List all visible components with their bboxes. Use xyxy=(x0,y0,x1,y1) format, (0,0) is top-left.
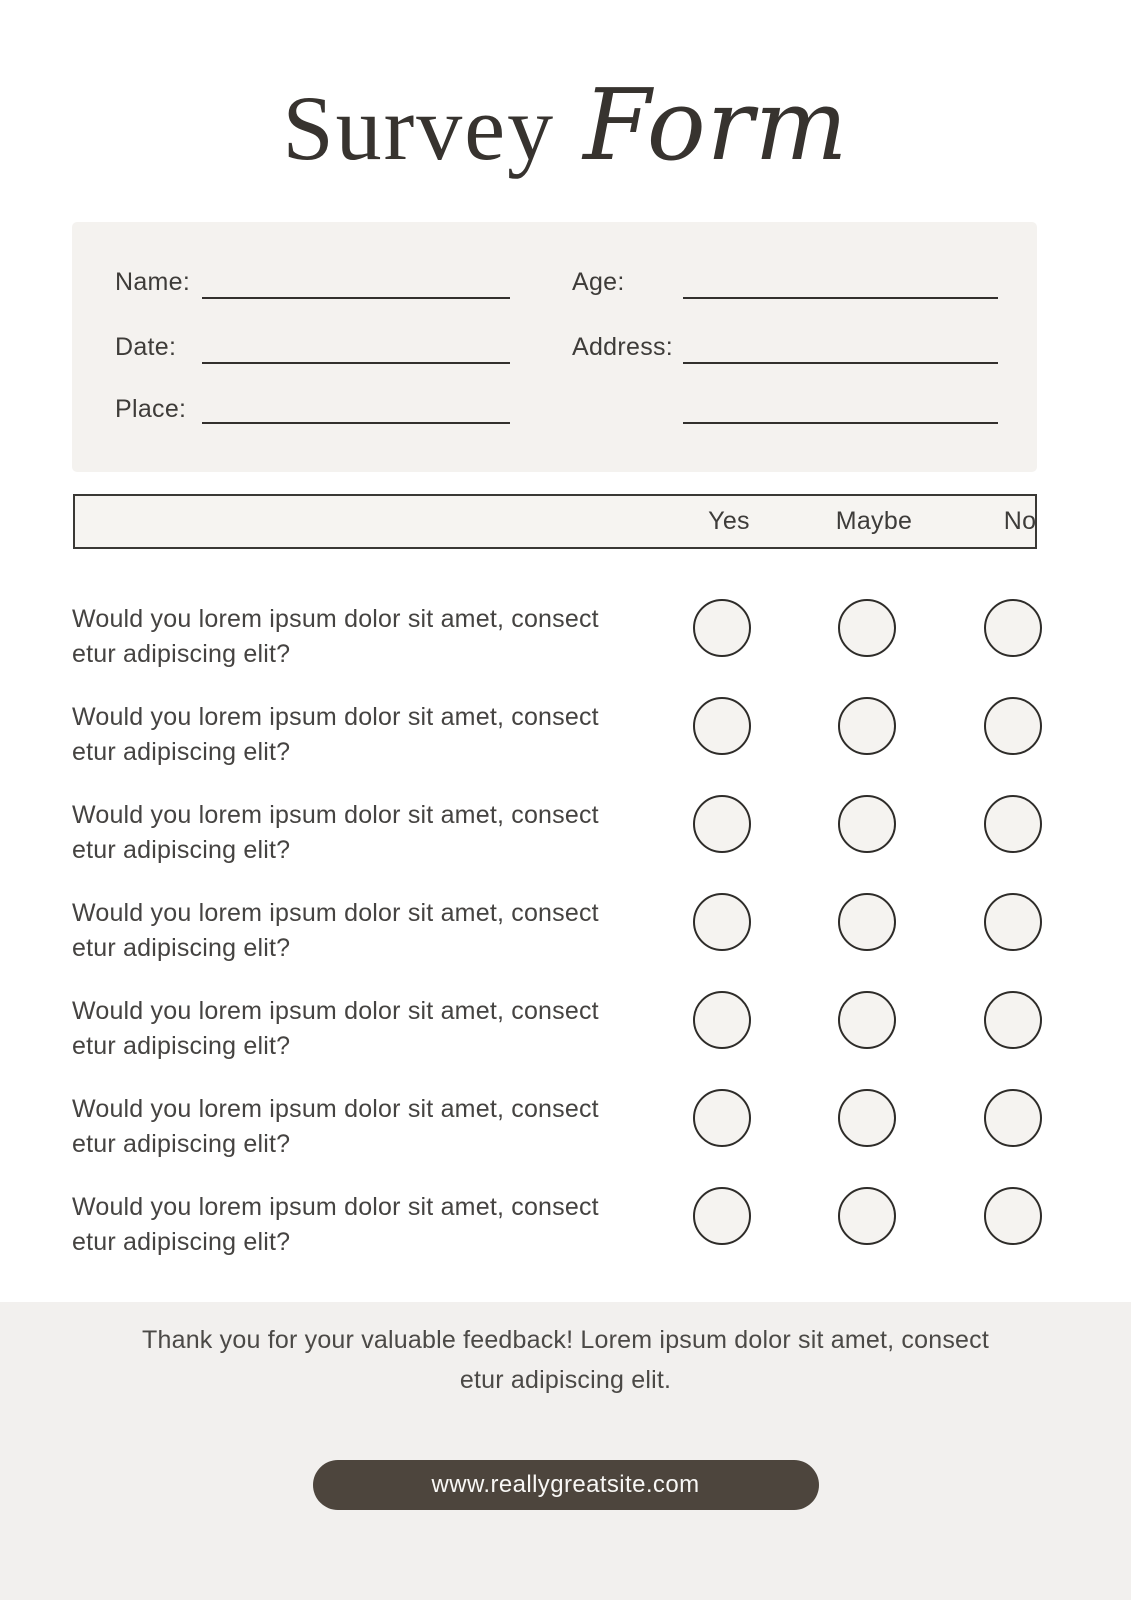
question-text-line2: etur adipiscing elit? xyxy=(72,1130,291,1158)
radio-no[interactable] xyxy=(984,991,1042,1049)
question-text xyxy=(72,798,647,868)
radio-no[interactable] xyxy=(984,697,1042,755)
question-row xyxy=(72,798,1065,878)
date-label: Date: xyxy=(115,333,177,361)
radio-no[interactable] xyxy=(984,599,1042,657)
question-text xyxy=(72,1092,647,1162)
question-text xyxy=(72,896,647,966)
question-text-line1: Would you lorem ipsum dolor sit amet, consect xyxy=(72,801,599,829)
name-input-line[interactable] xyxy=(202,297,510,299)
question-text-line2: etur adipiscing elit? xyxy=(72,640,291,668)
radio-yes[interactable] xyxy=(693,599,751,657)
question-text-line2: etur adipiscing elit? xyxy=(72,738,291,766)
radio-maybe[interactable] xyxy=(838,893,896,951)
title-word-survey: Survey xyxy=(282,77,556,180)
radio-no[interactable] xyxy=(984,893,1042,951)
question-row xyxy=(72,994,1065,1074)
question-text-line1: Would you lorem ipsum dolor sit amet, consect xyxy=(72,605,599,633)
question-row xyxy=(72,700,1065,780)
age-label: Age: xyxy=(572,268,625,296)
name-label: Name: xyxy=(115,268,191,296)
header-option-no: No xyxy=(1003,507,1037,535)
question-text-line2: etur adipiscing elit? xyxy=(72,836,291,864)
radio-yes[interactable] xyxy=(693,1089,751,1147)
question-text-line2: etur adipiscing elit? xyxy=(72,1032,291,1060)
question-text xyxy=(72,602,647,672)
age-input-line[interactable] xyxy=(683,297,998,299)
question-text-line2: etur adipiscing elit? xyxy=(72,1228,291,1256)
question-row xyxy=(72,896,1065,976)
place-label: Place: xyxy=(115,395,187,423)
question-text-line1: Would you lorem ipsum dolor sit amet, consect xyxy=(72,703,599,731)
header-option-yes: Yes xyxy=(708,507,750,535)
question-row xyxy=(72,602,1065,682)
question-text xyxy=(72,1190,647,1260)
title-word-form: Form xyxy=(583,69,849,184)
radio-no[interactable] xyxy=(984,795,1042,853)
question-text-line2: etur adipiscing elit? xyxy=(72,934,291,962)
question-text-line1: Would you lorem ipsum dolor sit amet, consect xyxy=(72,1193,599,1221)
radio-yes[interactable] xyxy=(693,795,751,853)
radio-maybe[interactable] xyxy=(838,795,896,853)
place-input-line[interactable] xyxy=(202,422,510,424)
radio-yes[interactable] xyxy=(693,991,751,1049)
header-option-maybe: Maybe xyxy=(835,507,913,535)
address-label: Address: xyxy=(572,333,674,361)
question-text xyxy=(72,700,647,770)
question-row xyxy=(72,1092,1065,1172)
address-input-line-2[interactable] xyxy=(683,422,998,424)
radio-no[interactable] xyxy=(984,1187,1042,1245)
radio-no[interactable] xyxy=(984,1089,1042,1147)
radio-maybe[interactable] xyxy=(838,1187,896,1245)
question-text-line1: Would you lorem ipsum dolor sit amet, consect xyxy=(72,899,599,927)
question-text-line1: Would you lorem ipsum dolor sit amet, consect xyxy=(72,997,599,1025)
radio-yes[interactable] xyxy=(693,697,751,755)
date-input-line[interactable] xyxy=(202,362,510,364)
address-input-line[interactable] xyxy=(683,362,998,364)
question-row xyxy=(72,1190,1065,1270)
radio-yes[interactable] xyxy=(693,893,751,951)
radio-maybe[interactable] xyxy=(838,599,896,657)
thanks-message xyxy=(0,1320,1131,1400)
page-title xyxy=(0,69,1131,183)
radio-yes[interactable] xyxy=(693,1187,751,1245)
personal-info-panel xyxy=(72,222,1037,472)
radio-maybe[interactable] xyxy=(838,697,896,755)
website-link[interactable]: www.reallygreatsite.com xyxy=(313,1460,819,1510)
footer xyxy=(0,1302,1131,1600)
thanks-line2: etur adipiscing elit. xyxy=(459,1366,672,1394)
radio-maybe[interactable] xyxy=(838,1089,896,1147)
question-text-line1: Would you lorem ipsum dolor sit amet, consect xyxy=(72,1095,599,1123)
question-text xyxy=(72,994,647,1064)
thanks-line1: Thank you for your valuable feedback! Lorem ipsum dolor sit amet, consect xyxy=(142,1326,989,1354)
answer-options-header xyxy=(73,494,1037,549)
radio-maybe[interactable] xyxy=(838,991,896,1049)
